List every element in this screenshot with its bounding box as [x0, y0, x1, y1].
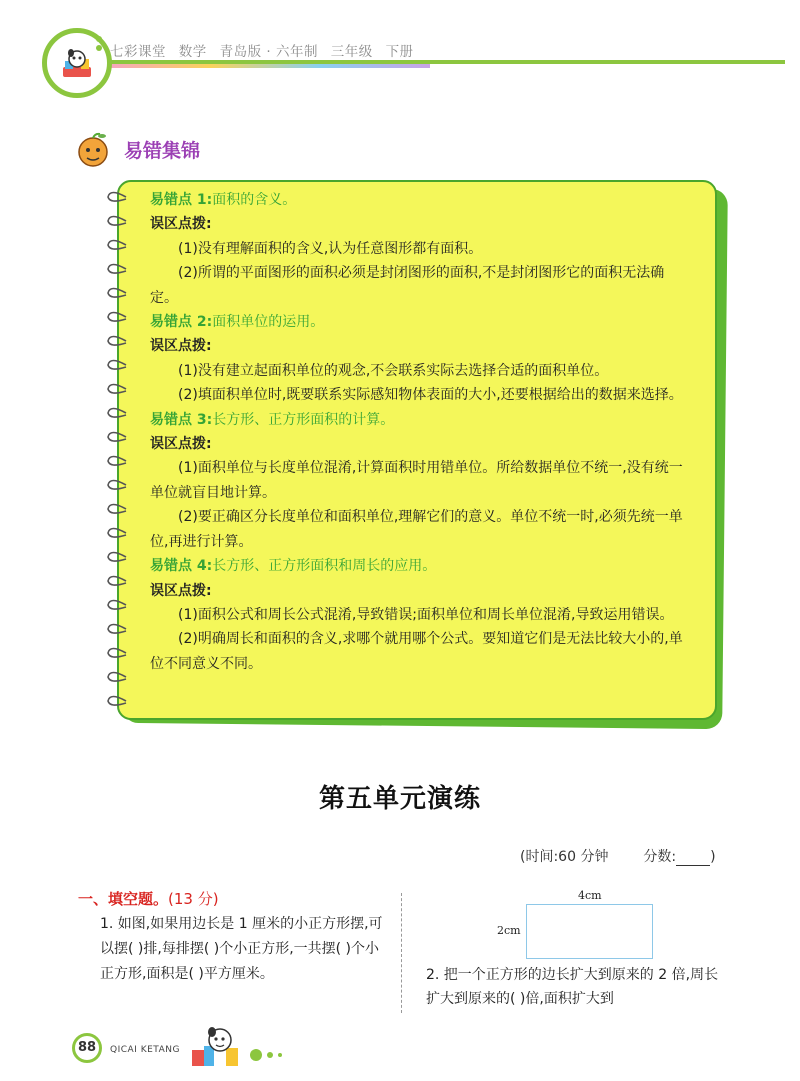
section-title: 易错集锦: [124, 140, 201, 162]
spiral-ring-icon: [104, 574, 130, 588]
question-heading: [78, 888, 219, 909]
spiral-ring-icon: [104, 622, 130, 636]
subject: 数学: [178, 44, 207, 60]
advice-item: (2)填面积单位时,既要联系实际感知物体表面的大小,还要根据给出的数据来选择。: [178, 387, 683, 404]
error-point: [150, 408, 690, 432]
advice-label: 误区点拨:: [150, 338, 212, 355]
error-point: [150, 554, 690, 578]
spiral-ring-icon: [104, 406, 130, 420]
advice-item: (1)面积单位与长度单位混淆,计算面积时用错单位。所给数据单位不统一,没有统一单位就盲目地计算。: [150, 460, 683, 501]
advice-item: (2)所谓的平面图形的面积必须是封闭图形的面积,不是封闭图形它的面积无法确定。: [150, 265, 665, 306]
error-point: [150, 310, 690, 334]
page-number: 88: [72, 1033, 102, 1063]
rectangle-figure: [526, 904, 653, 959]
spiral-ring-icon: [104, 262, 130, 276]
volume: 下册: [385, 44, 414, 60]
advice-item: (2)要正确区分长度单位和面积单位,理解它们的意义。单位不统一时,必须先统一单位,再进行计算。: [150, 509, 683, 550]
spiral-rings: [104, 190, 134, 720]
spiral-ring-icon: [104, 646, 130, 660]
figure-height-label: 2cm: [497, 924, 521, 937]
spiral-ring-icon: [104, 598, 130, 612]
figure-width-label: 4cm: [578, 889, 602, 902]
advice-item: (2)明确周长和面积的含义,求哪个就用哪个公式。要知道它们是无法比较大小的,单位不同意义不同。: [150, 631, 683, 672]
error-point-label: 易错点 1:: [150, 192, 213, 208]
spiral-ring-icon: [104, 190, 130, 204]
score-label: 分数:: [643, 849, 677, 865]
time-score-line: [520, 846, 716, 866]
spiral-ring-icon: [104, 334, 130, 348]
edition: 青岛版 · 六年制: [219, 44, 318, 60]
series-name: 七彩课堂: [110, 44, 166, 60]
question-heading-score: (13 分): [168, 890, 219, 908]
unit-title: 第五单元演练: [318, 784, 481, 814]
error-point-topic: 长方形、正方形面积和周长的应用。: [212, 558, 437, 575]
advice-label: 误区点拨:: [150, 582, 212, 599]
spiral-ring-icon: [104, 382, 130, 396]
error-point-label: 易错点 3:: [150, 411, 213, 428]
question-heading-text: 一、填空题。: [78, 890, 169, 908]
column-divider: [401, 893, 402, 1013]
footer-dots: [250, 1044, 287, 1063]
question-1: 1. 如图,如果用边长是 1 厘米的小正方形摆,可以摆( )排,每排摆( )个小正方形,一共摆( )个小正方形,面积是( )平方厘米。: [100, 916, 383, 982]
error-point-label: 易错点 4:: [150, 558, 213, 575]
error-point-topic: 长方形、正方形面积的计算。: [212, 411, 395, 428]
error-point-topic: 面积单位的运用。: [212, 314, 325, 331]
spiral-ring-icon: [104, 670, 130, 684]
mascot-icon: [59, 45, 95, 81]
header-dots: [96, 36, 102, 54]
spiral-ring-icon: [104, 478, 130, 492]
spiral-ring-icon: [104, 550, 130, 564]
apple-mascot-icon: [72, 130, 114, 170]
spiral-ring-icon: [104, 286, 130, 300]
error-point-label: 易错点 2:: [150, 314, 213, 331]
advice-label: 误区点拨:: [150, 216, 212, 233]
spiral-ring-icon: [104, 694, 130, 708]
score-close: ): [710, 849, 716, 865]
header-color-strip: [100, 64, 430, 68]
grade: 三年级: [330, 44, 373, 60]
notebook-content: [150, 188, 690, 676]
spiral-ring-icon: [104, 430, 130, 444]
spiral-ring-icon: [104, 238, 130, 252]
advice-item: (1)没有理解面积的含义,认为任意图形都有面积。: [178, 240, 483, 257]
spiral-ring-icon: [104, 358, 130, 372]
spiral-ring-icon: [104, 526, 130, 540]
advice-item: (1)没有建立起面积单位的观念,不会联系实际去选择合适的面积单位。: [178, 362, 609, 379]
brand-label: QICAI KETANG: [110, 1045, 180, 1055]
spiral-ring-icon: [104, 310, 130, 324]
advice-item: (1)面积公式和周长公式混淆,导致错误;面积单位和周长单位混淆,导致运用错误。: [178, 606, 674, 623]
advice-label: 误区点拨:: [150, 436, 212, 453]
spiral-ring-icon: [104, 454, 130, 468]
footer-mascot-icon: [186, 1020, 246, 1070]
spiral-ring-icon: [104, 502, 130, 516]
spiral-ring-icon: [104, 214, 130, 228]
score-blank[interactable]: [676, 853, 710, 866]
time-label: (时间:60 分钟: [520, 849, 609, 865]
header-text: [110, 40, 422, 60]
error-point-topic: 面积的含义。: [212, 192, 297, 208]
error-point: [150, 188, 690, 212]
question-2: 2. 把一个正方形的边长扩大到原来的 2 倍,周长扩大到原来的( )倍,面积扩大到: [426, 967, 719, 1007]
